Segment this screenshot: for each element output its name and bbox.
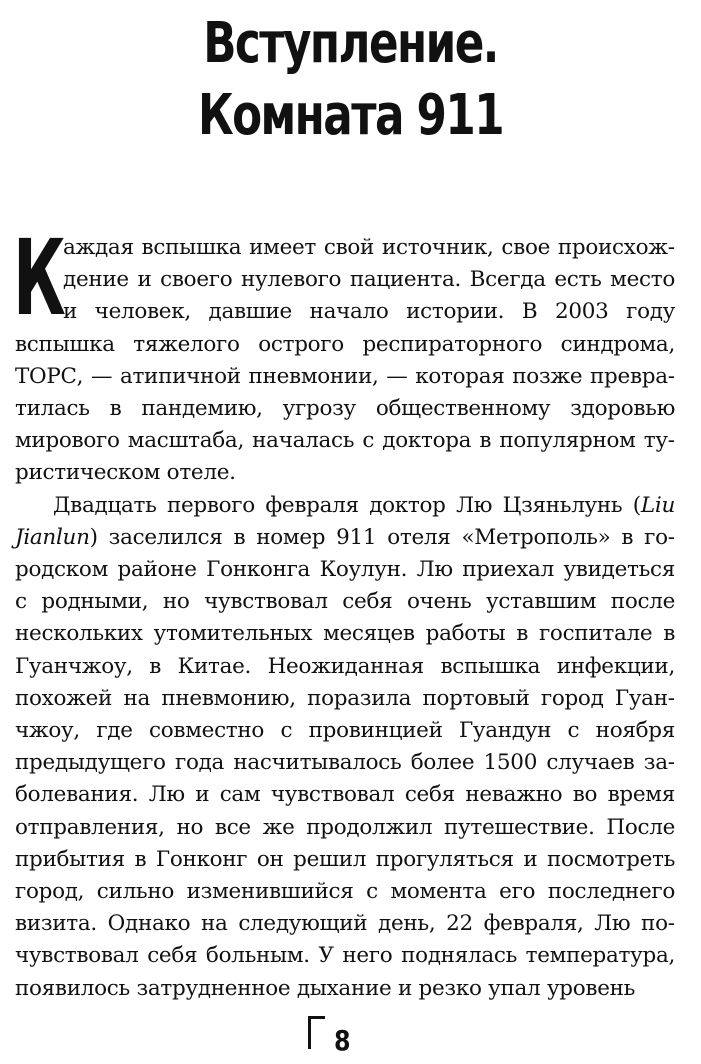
body-text bbox=[13, 217, 675, 1005]
chapter-title-line-1: Вступление. bbox=[203, 11, 498, 76]
paragraph-1 bbox=[13, 217, 675, 490]
paragraph-2-text-before: Двадцать первого февраля доктор Лю Цзяньлунь ( bbox=[53, 492, 641, 518]
page-folio bbox=[308, 1016, 356, 1060]
chapter-title-line-2: Комната 911 bbox=[197, 83, 504, 148]
drop-cap: К bbox=[13, 217, 66, 339]
paragraph-2 bbox=[15, 490, 675, 1005]
page-number: 8 bbox=[334, 1024, 351, 1057]
folio-corner-mark bbox=[308, 1016, 325, 1049]
paragraph-1-text: аждая вспышка имеет свой источник, свое происхождение и своего нулевого пациента. Всегда есть место и человек, давшие начало истории. В 2003 году вспышка тяжелого острого респираторного синдрома, ТОРС, — атипичной пневмонии, — которая позже превратилась в пандемию, угрозу общественному здоровью мирового масштаба, началась с доктора в популярном туристическом отеле. bbox=[15, 235, 675, 486]
chapter-title bbox=[77, 8, 624, 152]
latin-name: Liu Jianlun bbox=[15, 492, 675, 550]
paragraph-2-text-after: ) заселился в номер 911 отеля «Метрополь» в городском районе Гонконга Коулун. Лю приехал увидеться с родными, но чувствовал себя очень уставшим после нескольких утомительных месяцев работы в госпитале в Гуанчжоу, в Китае. Неожиданная вспышка инфекции, похожей на пневмонию, поразила портовый город Гуанчжоу, где совместно с провинцией Гуандун с ноября предыдущего года насчитывалось более 1500 случаев заболевания. Лю и сам чувствовал себя неважно во время отправления, но все же продолжил путешествие. После прибытия в Гонконг он решил прогуляться и посмотреть город, сильно изменившийся с момента его последнего визита. Однако на следующий день, 22 февраля, Лю почувствовал себя больным. У него поднялась температура, появилось затрудненное дыхание и резко упал уровень bbox=[15, 524, 675, 1001]
